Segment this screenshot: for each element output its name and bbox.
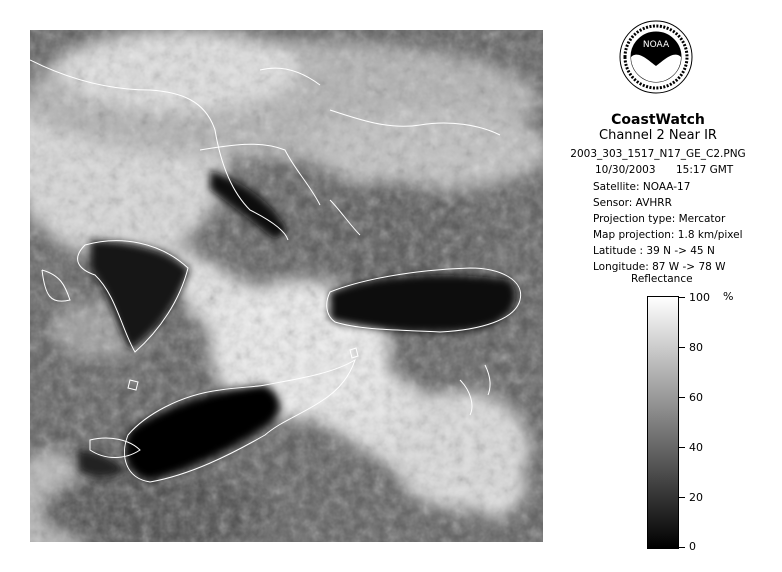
legend-tick-label: 80	[689, 341, 703, 354]
date-label: 10/30/2003	[595, 164, 656, 176]
legend-tick-label: 100	[689, 291, 710, 304]
sensor-label: Sensor: AVHRR	[593, 197, 672, 209]
legend-tick	[679, 447, 685, 448]
legend-tick	[679, 397, 685, 398]
title: CoastWatch	[611, 112, 705, 128]
legend-tick-label: 0	[689, 540, 696, 553]
noaa-logo-text: NOAA	[642, 40, 670, 50]
channel-label: Channel 2 Near IR	[599, 128, 717, 143]
legend-tick	[679, 297, 685, 298]
filename-label: 2003_303_1517_N17_GE_C2.PNG	[570, 148, 746, 160]
legend-tick	[679, 547, 685, 548]
legend-tick-label: 20	[689, 491, 703, 504]
map-projection-label: Map projection: 1.8 km/pixel	[593, 229, 743, 241]
legend-tick-label: 60	[689, 391, 703, 404]
projection-type-label: Projection type: Mercator	[593, 213, 726, 225]
legend-tick	[679, 497, 685, 498]
reflectance-colorbar	[647, 296, 679, 549]
latitude-label: Latitude : 39 N -> 45 N	[593, 245, 715, 257]
legend-tick-label: 40	[689, 441, 703, 454]
noaa-logo-icon	[619, 20, 693, 94]
legend-title: Reflectance	[631, 273, 693, 285]
legend-tick	[679, 347, 685, 348]
satellite-label: Satellite: NOAA-17	[593, 181, 691, 193]
time-label: 15:17 GMT	[676, 164, 734, 176]
legend-unit: %	[723, 290, 734, 303]
satellite-image	[30, 30, 543, 542]
longitude-label: Longitude: 87 W -> 78 W	[593, 261, 726, 273]
